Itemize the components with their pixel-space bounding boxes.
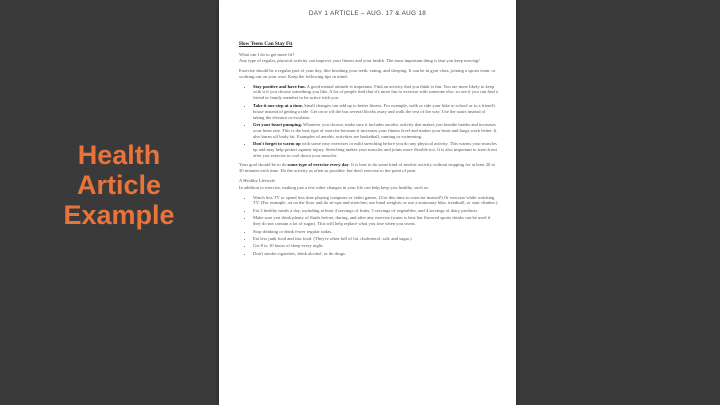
habits-list (239, 195, 498, 257)
list-item: • Get 8 to 10 hours of sleep every night. (253, 243, 498, 249)
tip-text: Small changes can add up to better fitness. For example, walk or ride your bike to school or to a friend's house instead of getting a ride. Get on or off the bus several blocks away and walk the rest of the way. Use the stairs instead of taking the elevator or escalator. (253, 102, 496, 120)
slide-title (44, 140, 194, 230)
document-header: DAY 1 ARTICLE – AUG. 17 & AUG 18 (308, 10, 427, 17)
tip-text: with some easy exercises or mild stretching before you do any physical activity. This warms your muscles up and may help protect against injury. Stretching makes your muscles and joints more flexible too. It is also important to stretch out after you exercise to cool down your muscles. (253, 141, 497, 158)
list-item (253, 122, 498, 140)
exercise-paragraph: Exercise should be a regular part of your day, like brushing your teeth, eating, and sleeping. It can be in gym class, joining a sports team, or working out on your own. Keep the following tips in mind: (239, 67, 496, 79)
tip-bold: Get your heart pumping. (253, 121, 302, 127)
tip-bold: Take it one step at a time. (253, 102, 303, 108)
tip-bold: Don't forget to warm up (253, 141, 301, 147)
list-item: • Eat 3 healthy meals a day, including at least 4 servings of fruits, 5 servings of vegetables, and 4 servings of dairy products. (253, 208, 498, 214)
tip-text: A good mental attitude is important. Find an activity that you think is fun. You are more likely to keep with it if you choose something you like. A lot of people find that it's more fun to exercise with someone else, so see if you can find a friend or family member to be active with you. (253, 83, 499, 101)
list-item (253, 84, 498, 102)
section-intro: In addition to exercise, making just a few other changes in your life can help keep you healthy, such as: (239, 184, 429, 190)
tip-bold: Stay positive and have fun. (253, 83, 306, 89)
intro-paragraph: Any type of regular, physical activity can improve your fitness and your health. The most important thing is that you keep moving! (239, 57, 480, 63)
article-heading: How Teens Can Stay Fit (239, 41, 293, 47)
goal-paragraph (239, 162, 498, 174)
tip-text: Whatever you choose, make sure it includes aerobic activity that makes you breathe harder and increases your heart rate. This is the best type of exercise because it increases your fitness level and makes your heart and lungs work better. It also burns off body fat. Examples of aerobic activities are basketball, running or swimming. (253, 121, 497, 139)
list-item: • Eat less junk food and fast food. (They're often full of fat, cholesterol, salt, and sugar.) (253, 236, 498, 242)
slide-title-line-2: Article (76, 170, 162, 200)
list-item: • Don't smoke cigarettes, drink alcohol, or do drugs. (253, 251, 498, 257)
tips-list (239, 84, 498, 159)
section-heading: A Healthy Lifestyle (239, 177, 276, 183)
goal-bold: some type of exercise every day (287, 161, 349, 167)
list-item (253, 141, 498, 159)
list-item: • Make sure you drink plenty of fluids before, during, and after any exercise (water is best but flavored sports drinks can be used if they do not contain a lot of sugar). This will help replace what you lose when you sweat. (253, 215, 498, 227)
list-item: • Stop drinking or drink fewer regular sodas. (253, 229, 498, 235)
list-item: • Watch less TV or spend less time playing computer or video games. (Use this time to exercise instead!) Or exercise while watching TV. (For example, sit on the floor and do sit-ups and stretches; use hand weights; or use a stationary bike, treadmill, or stair climber.) (253, 195, 498, 207)
goal-post: . It is best to do some kind of aerobic activity without stopping for at least 20 to 30 minutes each time. Do the activity as often as possible, but don't exercise to the point of pain. (239, 161, 496, 173)
document-body (239, 42, 498, 260)
intro-question: What can I do to get more fit? (239, 51, 295, 57)
slide-title-line-3: Example (63, 200, 175, 230)
article-document (219, 0, 516, 405)
slide-title-line-1: Health (77, 140, 161, 170)
list-item (253, 103, 498, 121)
goal-pre: Your goal should be to do (239, 161, 288, 167)
